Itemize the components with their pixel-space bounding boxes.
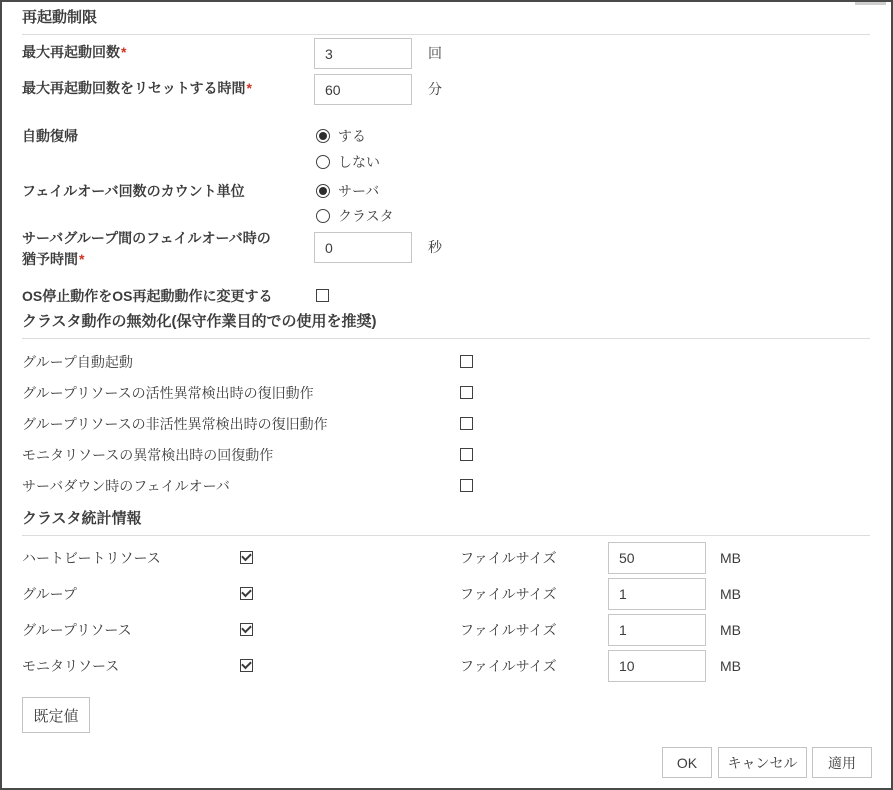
file-size-label: ファイルサイズ [460, 550, 557, 566]
section-title-cluster-statistics: クラスタ統計情報 [22, 510, 142, 527]
group-file-size-input[interactable] [608, 578, 706, 610]
section-divider [22, 338, 870, 339]
default-button[interactable]: 既定値 [22, 697, 90, 733]
group-resource-activation-recovery-checkbox[interactable] [460, 386, 473, 399]
disable-item-label: モニタリソースの異常検出時の回復動作 [22, 447, 274, 463]
group-stats-checkbox[interactable] [240, 587, 253, 600]
monitor-resource-recovery-checkbox[interactable] [460, 448, 473, 461]
disable-item-label: グループリソースの非活性異常検出時の復旧動作 [22, 416, 328, 432]
servergroup-wait-input[interactable] [314, 232, 412, 263]
max-restart-count-input[interactable] [314, 38, 412, 69]
file-size-label: ファイルサイズ [460, 658, 557, 674]
required-marker: * [79, 251, 85, 267]
scrollbar-thumb-fragment[interactable] [855, 2, 886, 5]
stats-row-label: グループ [22, 586, 77, 602]
auto-recovery-radio-on[interactable] [316, 129, 330, 143]
apply-button[interactable]: 適用 [812, 747, 872, 778]
cancel-button[interactable]: キャンセル [718, 747, 807, 778]
stats-row-label: モニタリソース [22, 658, 120, 674]
file-size-unit: MB [720, 586, 741, 602]
disable-item-label: グループリソースの活性異常検出時の復旧動作 [22, 385, 314, 401]
file-size-label: ファイルサイズ [460, 622, 557, 638]
disable-item-label: グループ自動起動 [22, 354, 133, 370]
server-down-failover-checkbox[interactable] [460, 479, 473, 492]
monitor-file-size-input[interactable] [608, 650, 706, 682]
auto-recovery-label: 自動復帰 [22, 128, 78, 144]
monitor-resource-stats-checkbox[interactable] [240, 659, 253, 672]
disable-item-label: サーバダウン時のフェイルオーバ [22, 478, 230, 494]
failover-count-unit-option-cluster-label[interactable]: クラスタ [338, 208, 394, 224]
auto-recovery-option-on-label[interactable]: する [338, 128, 366, 144]
auto-recovery-option-off-label[interactable]: しない [338, 154, 380, 170]
group-resource-file-size-input[interactable] [608, 614, 706, 646]
heartbeat-resource-stats-checkbox[interactable] [240, 551, 253, 564]
group-auto-start-checkbox[interactable] [460, 355, 473, 368]
max-restart-count-unit: 回 [428, 45, 442, 61]
stats-row-label: ハートビートリソース [22, 550, 161, 566]
reset-time-input[interactable] [314, 74, 412, 105]
section-title-disable-cluster-actions: クラスタ動作の無効化(保守作業目的での使用を推奨) [22, 313, 377, 330]
auto-recovery-radio-off[interactable] [316, 155, 330, 169]
failover-count-unit-radio-cluster[interactable] [316, 209, 330, 223]
file-size-label: ファイルサイズ [460, 586, 557, 602]
failover-count-unit-option-server-label[interactable]: サーバ [338, 183, 380, 199]
servergroup-wait-unit: 秒 [428, 239, 442, 255]
group-resource-deactivation-recovery-checkbox[interactable] [460, 417, 473, 430]
required-marker: * [121, 44, 127, 60]
failover-count-unit-radio-server[interactable] [316, 184, 330, 198]
os-change-checkbox[interactable] [316, 289, 329, 302]
os-change-label: OS停止動作をOS再起動動作に変更する [22, 288, 273, 304]
section-divider [22, 34, 870, 35]
heartbeat-file-size-input[interactable] [608, 542, 706, 574]
reset-time-unit: 分 [428, 81, 442, 97]
section-title-restart-limit: 再起動制限 [22, 9, 98, 26]
ok-button[interactable]: OK [662, 747, 712, 778]
section-divider [22, 535, 870, 536]
file-size-unit: MB [720, 550, 741, 566]
required-marker: * [246, 80, 252, 96]
file-size-unit: MB [720, 622, 741, 638]
group-resource-stats-checkbox[interactable] [240, 623, 253, 636]
max-restart-count-label: 最大再起動回数* [22, 44, 127, 60]
stats-row-label: グループリソース [22, 622, 132, 638]
servergroup-wait-label: サーバグループ間のフェイルオーバ時の 猶予時間* [22, 230, 271, 267]
file-size-unit: MB [720, 658, 741, 674]
reset-time-label: 最大再起動回数をリセットする時間* [22, 80, 252, 96]
failover-count-unit-label: フェイルオーバ回数のカウント単位 [22, 183, 245, 199]
